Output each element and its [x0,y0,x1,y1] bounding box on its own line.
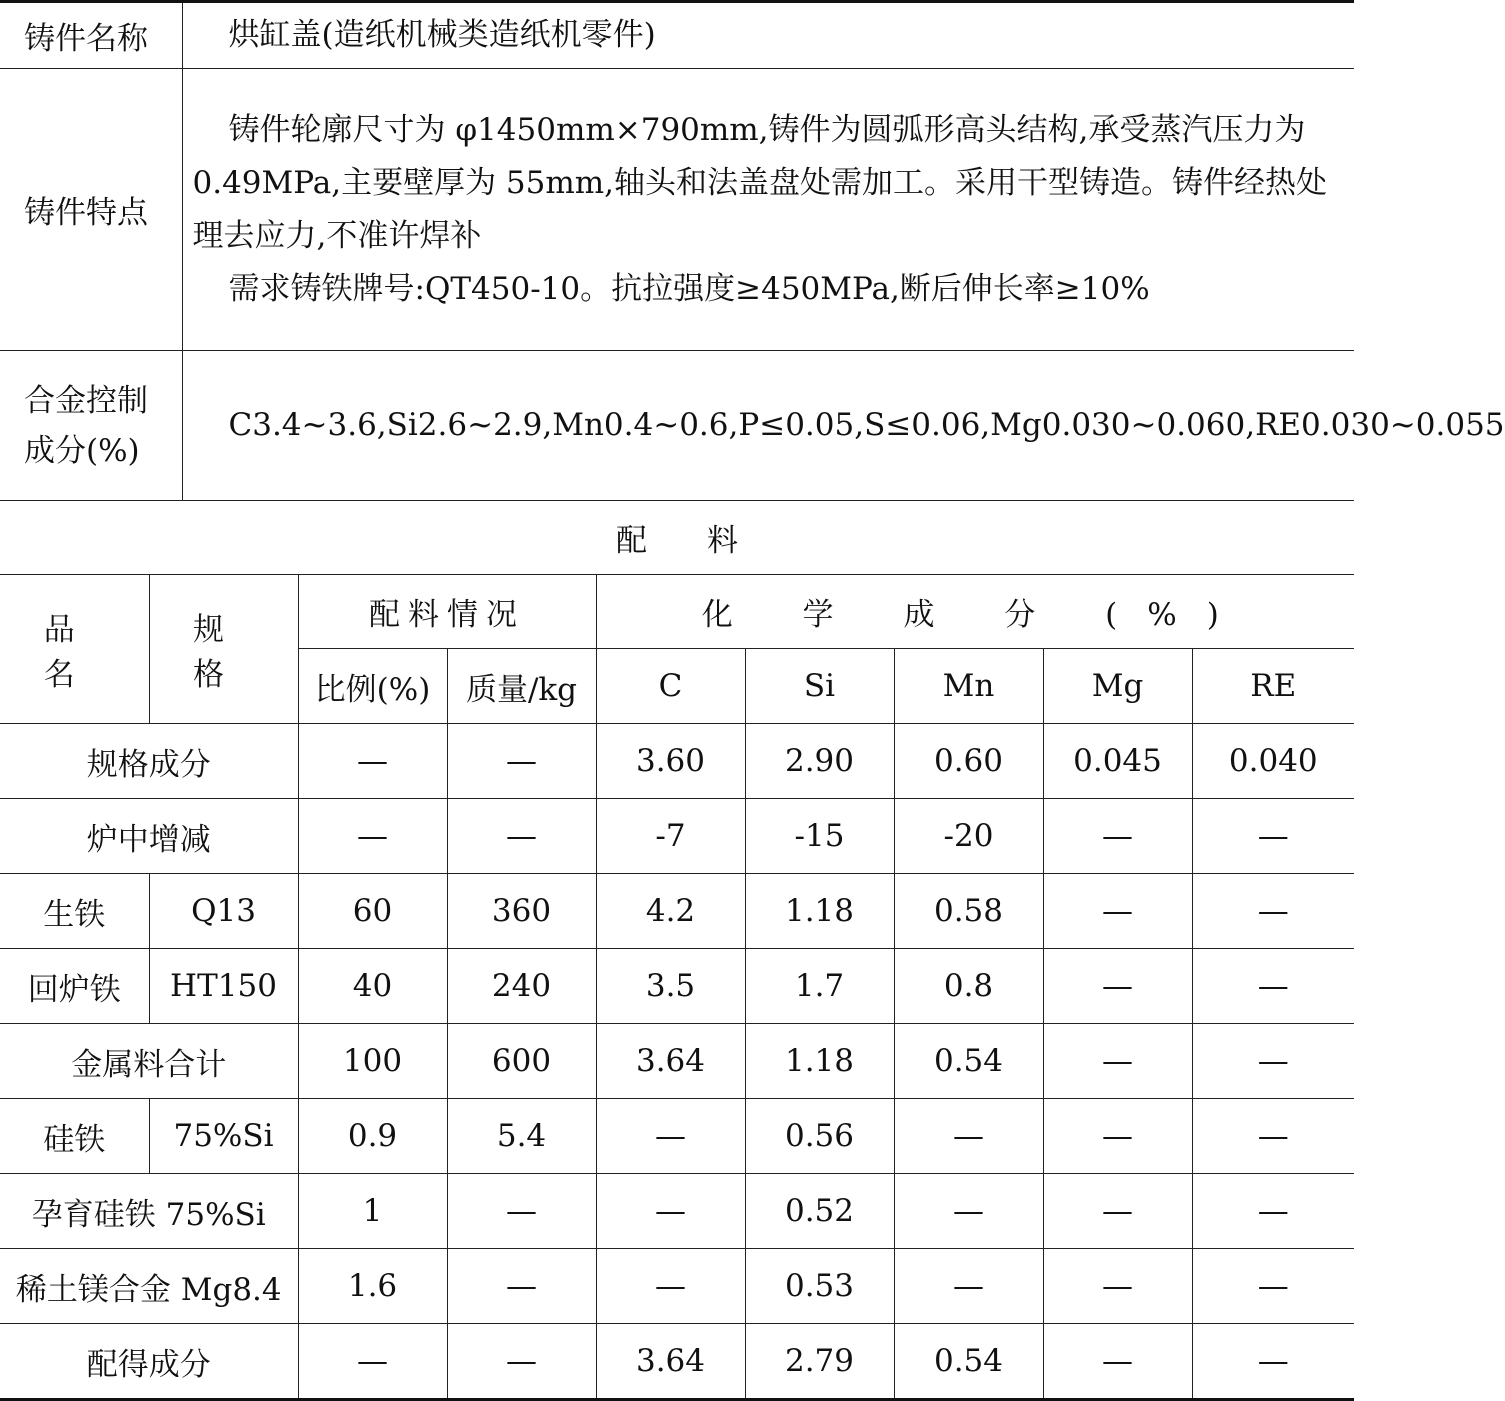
table-row [0,1324,1354,1400]
header-spec: 规 格 [149,574,298,724]
row-c: — [596,1174,745,1249]
row-si: 0.56 [745,1099,894,1174]
row-re: — [1192,799,1354,874]
header-batching: 配料情况 [298,574,596,649]
row-name: 炉中增减 [0,799,298,874]
row-mn: 0.54 [894,1324,1043,1400]
row-mg: — [1043,949,1192,1024]
row-mass: — [447,1174,596,1249]
row-name: 孕育硅铁 75%Si [0,1174,298,1249]
row-si: 0.52 [745,1174,894,1249]
row-c: 3.5 [596,949,745,1024]
section-title-part1: 配 [616,522,647,559]
casting-name-text: 烘缸盖(造纸机械类造纸机零件) [228,17,656,53]
row-name: 稀土镁合金 Mg8.4 [0,1249,298,1324]
table-row [0,1249,1354,1324]
row-mg: 0.045 [1043,724,1192,799]
header-chemical: 化 学 成 分 (%) [596,574,1354,649]
header-ratio: 比例(%) [298,649,447,724]
row-mg: — [1043,1324,1192,1400]
features-label: 铸件特点 [0,69,182,351]
batching-table [0,574,1354,1401]
row-ratio: 60 [298,874,447,949]
row-c: 4.2 [596,874,745,949]
alloy-label-line1: 合金控制 [24,382,148,419]
row-ratio: — [298,1324,447,1400]
row-re: — [1192,1024,1354,1099]
row-mg: — [1043,874,1192,949]
header-re: RE [1192,649,1354,724]
row-mass: — [447,799,596,874]
casting-info-table [0,0,1505,501]
row-c: -7 [596,799,745,874]
row-mass: 360 [447,874,596,949]
row-mass: 600 [447,1024,596,1099]
alloy-label [0,351,182,501]
alloy-label-line2: 成分(%) [24,432,140,469]
row-re: — [1192,874,1354,949]
row-ratio: 100 [298,1024,447,1099]
header-name: 品 名 [0,574,149,724]
row-si: 0.53 [745,1249,894,1324]
row-si: 2.79 [745,1324,894,1400]
header-mn: Mn [894,649,1043,724]
table-row [0,1174,1354,1249]
row-c: — [596,1249,745,1324]
row-ratio: 1.6 [298,1249,447,1324]
table-row [0,799,1354,874]
row-mn: — [894,1099,1043,1174]
row-spec: 75%Si [149,1099,298,1174]
casting-name-value [182,2,1354,69]
row-name: 配得成分 [0,1324,298,1400]
row-spec: Q13 [149,874,298,949]
row-name: 规格成分 [0,724,298,799]
row-si: -15 [745,799,894,874]
row-mg: — [1043,1099,1192,1174]
row-mn: — [894,1174,1043,1249]
row-name: 回炉铁 [0,949,149,1024]
row-re: — [1192,1249,1354,1324]
row-si: 1.18 [745,1024,894,1099]
features-paragraph-2: 需求铸铁牌号:QT450-10。抗拉强度≥450MPa,断后伸长率≥10% [228,270,1150,307]
row-mass: — [447,1324,596,1400]
row-mn: 0.58 [894,874,1043,949]
row-mass: 240 [447,949,596,1024]
casting-name-label: 铸件名称 [0,2,182,69]
row-re: — [1192,1324,1354,1400]
row-mg: — [1043,1024,1192,1099]
features-value [182,69,1354,351]
row-mass: — [447,724,596,799]
row-name: 金属料合计 [0,1024,298,1099]
table-row [0,724,1354,799]
row-re: — [1192,1099,1354,1174]
row-si: 2.90 [745,724,894,799]
row-name: 硅铁 [0,1099,149,1174]
row-mg: — [1043,1174,1192,1249]
row-re: — [1192,1174,1354,1249]
row-mg: — [1043,1249,1192,1324]
row-mn: 0.8 [894,949,1043,1024]
row-si: 1.18 [745,874,894,949]
row-mn: 0.60 [894,724,1043,799]
header-mass: 质量/kg [447,649,596,724]
row-c: 3.64 [596,1024,745,1099]
section-title [0,500,1354,575]
row-si: 1.7 [745,949,894,1024]
row-re: 0.040 [1192,724,1354,799]
table-row [0,874,1354,949]
row-c: 3.64 [596,1324,745,1400]
section-title-part2: 料 [707,522,738,559]
table-row [0,949,1354,1024]
alloy-value: C3.4~3.6,Si2.6~2.9,Mn0.4~0.6,P≤0.05,S≤0.06,Mg0.030~0.060,RE0.030~0.055 [182,351,1354,501]
row-spec: HT150 [149,949,298,1024]
row-mass: — [447,1249,596,1324]
header-si: Si [745,649,894,724]
row-mn: — [894,1249,1043,1324]
header-mg: Mg [1043,649,1192,724]
row-c: — [596,1099,745,1174]
row-ratio: — [298,724,447,799]
header-c: C [596,649,745,724]
features-paragraph-1: 铸件轮廓尺寸为 φ1450mm×790mm,铸件为圆弧形高头结构,承受蒸汽压力为 0.49MPa,主要壁厚为 55mm,轴头和法盖盘处需加工。采用干型铸造。铸件经热处理去应力,不准许焊补 [192,111,1328,254]
row-mn: -20 [894,799,1043,874]
row-ratio: 40 [298,949,447,1024]
row-name: 生铁 [0,874,149,949]
row-mn: 0.54 [894,1024,1043,1099]
table-row [0,1099,1354,1174]
row-mass: 5.4 [447,1099,596,1174]
row-ratio: 0.9 [298,1099,447,1174]
row-ratio: 1 [298,1174,447,1249]
table-row [0,1024,1354,1099]
row-re: — [1192,949,1354,1024]
row-c: 3.60 [596,724,745,799]
row-ratio: — [298,799,447,874]
row-mg: — [1043,799,1192,874]
